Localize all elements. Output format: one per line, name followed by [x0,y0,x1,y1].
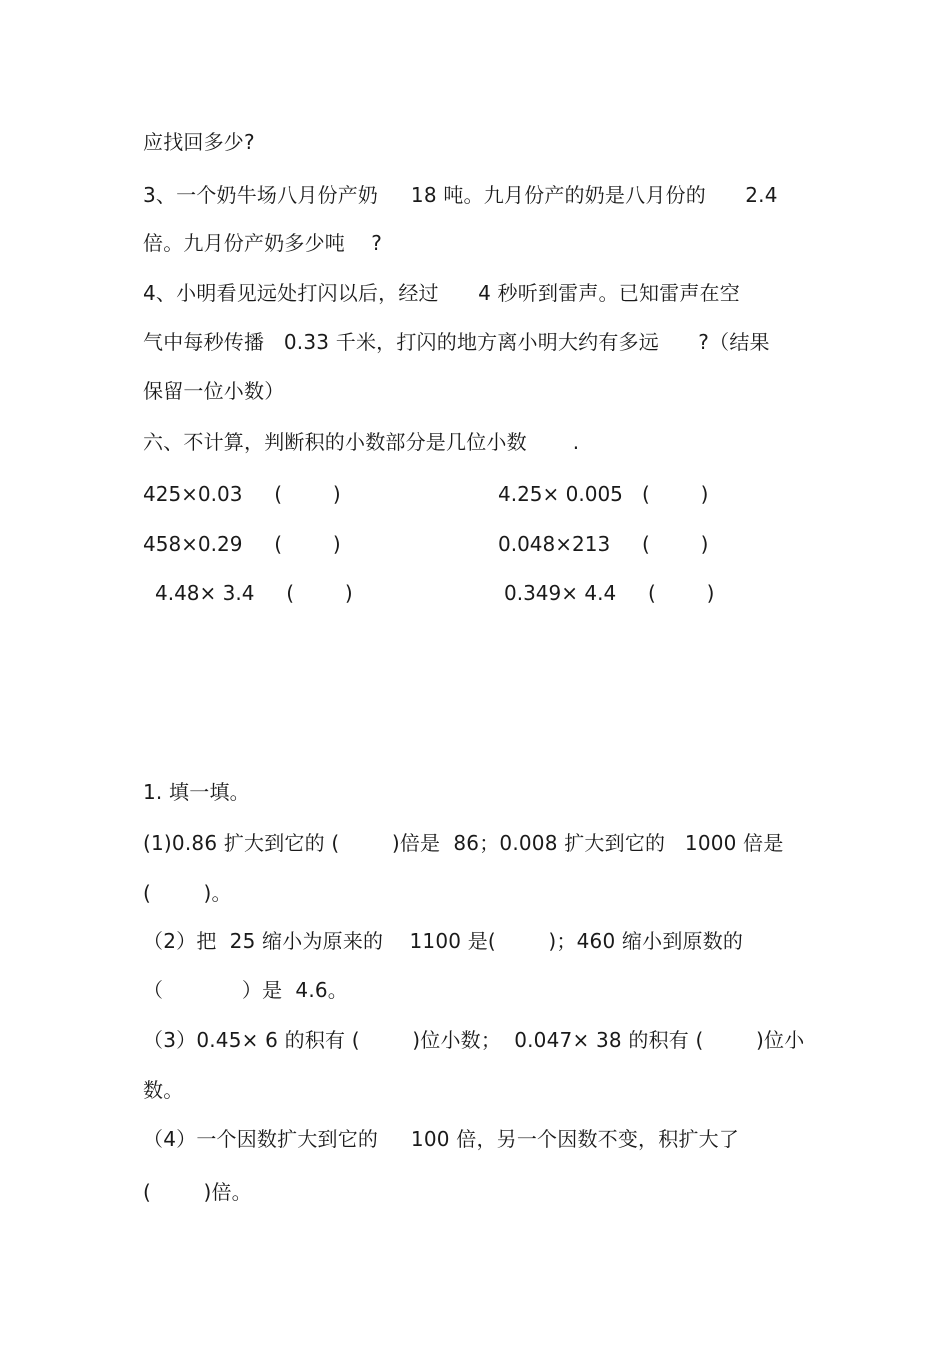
judge-row-1-right: 4.25× 0.005 ( ) [498,482,709,506]
section-six-title: 六、不计算，判断积的小数部分是几位小数 . [143,430,580,454]
fill-title: 1. 填一填。 [143,780,250,804]
judge-row-2-right: 0.048×213 ( ) [498,532,709,556]
judge-row-3-right: 0.349× 4.4 ( ) [504,581,715,605]
q4-line-3: 保留一位小数） [143,379,285,403]
q3-line-1: 3、一个奶牛场八月份产奶 18 吨。九月份产的奶是八月份的 2.4 [143,183,778,207]
fill-p2-line-2: （ ）是 4.6。 [143,978,349,1002]
fill-p4-line-1: （4）一个因数扩大到它的 100 倍，另一个因数不变，积扩大了 [143,1127,740,1151]
fill-p1-line-1: (1)0.86 扩大到它的 ( )倍是 86；0.008 扩大到它的 1000 倍是 [143,831,784,855]
q4-line-1: 4、小明看见远处打闪以后，经过 4 秒听到雷声。已知雷声在空 [143,281,740,305]
judge-row-2-left: 458×0.29 ( ) [143,532,341,556]
judge-row-3-left: 4.48× 3.4 ( ) [155,581,353,605]
q2-tail-text: 应找回多少? [143,130,255,154]
q3-line-2: 倍。九月份产奶多少吨 ? [143,231,383,255]
fill-p2-line-1: （2）把 25 缩小为原来的 1100 是( )；460 缩小到原数的 [143,929,744,953]
fill-p4-line-2: ( )倍。 [143,1180,252,1204]
q4-line-2: 气中每秒传播 0.33 千米，打闪的地方离小明大约有多远 ?（结果 [143,330,770,354]
fill-p3-line-2: 数。 [143,1078,184,1102]
judge-row-1-left: 425×0.03 ( ) [143,482,341,506]
fill-p1-line-2: ( )。 [143,881,232,905]
fill-p3-line-1: （3）0.45× 6 的积有 ( )位小数； 0.047× 38 的积有 ( )位小 [143,1028,805,1052]
